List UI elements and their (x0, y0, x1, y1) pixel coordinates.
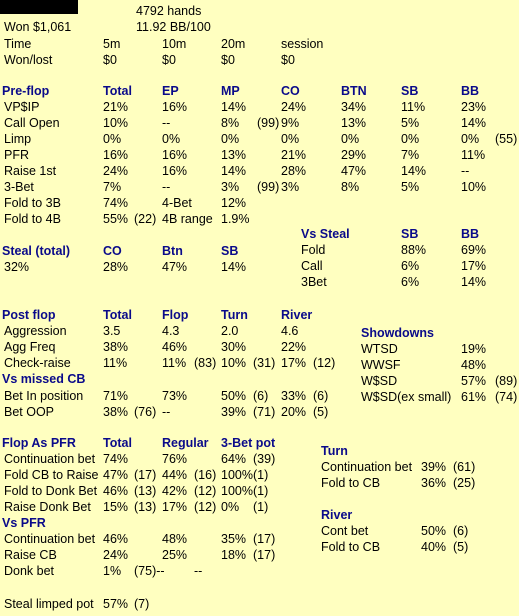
stat-cell: 4792 hands (136, 4, 202, 18)
stat-cell: 47% (341, 164, 367, 178)
stat-cell: 24% (103, 164, 129, 178)
section-heading: Turn (221, 308, 248, 322)
stat-cell: Fold to Donk Bet (4, 484, 98, 498)
stat-cell: (1) (253, 468, 269, 482)
stat-cell: W$SD (361, 374, 398, 388)
section-heading: Turn (321, 444, 348, 458)
section-heading: Flop As PFR (2, 436, 76, 450)
section-heading: MP (221, 84, 240, 98)
stat-cell: Fold CB to Raise (4, 468, 99, 482)
stat-cell: 23% (461, 100, 487, 114)
stat-cell: -- (461, 164, 470, 178)
stat-cell: (12) (313, 356, 336, 370)
section-heading: CO (281, 84, 300, 98)
stat-cell: Won $1,061 (4, 20, 72, 34)
section-heading: BTN (341, 84, 367, 98)
stat-cell: (17) (253, 548, 276, 562)
stat-cell: 34% (341, 100, 367, 114)
stat-cell: (39) (253, 452, 276, 466)
stat-cell: 16% (162, 164, 188, 178)
stat-cell: 16% (162, 100, 188, 114)
stat-cell: 0% (162, 132, 181, 146)
stat-cell: 10% (461, 180, 487, 194)
stat-cell: 22% (281, 340, 307, 354)
section-heading: Regular (162, 436, 209, 450)
stat-cell: 14% (401, 164, 427, 178)
stat-cell: 0% (221, 132, 240, 146)
stat-cell: WWSF (361, 358, 401, 372)
stat-cell: 15% (103, 500, 129, 514)
stat-cell: Call Open (4, 116, 60, 130)
section-heading: Steal (total) (2, 244, 71, 258)
stat-cell: 3% (281, 180, 300, 194)
stat-cell: (55) (495, 132, 518, 146)
stat-cell: 0% (103, 132, 122, 146)
stat-cell: 18% (221, 548, 247, 562)
stat-cell: 20% (281, 405, 307, 419)
stat-cell: Aggression (4, 324, 67, 338)
stat-cell: 21% (281, 148, 307, 162)
stat-cell: (16) (194, 468, 217, 482)
stat-cell: (99) (257, 180, 280, 194)
redacted-player-name (0, 0, 78, 14)
stat-cell: 47% (162, 260, 188, 274)
section-heading: Vs missed CB (2, 372, 86, 386)
stat-cell: 46% (103, 484, 129, 498)
section-heading: Showdowns (361, 326, 434, 340)
section-heading: Total (103, 308, 132, 322)
section-heading: Btn (162, 244, 183, 258)
stat-cell: $0 (281, 53, 295, 67)
stat-cell: $0 (103, 53, 117, 67)
stat-cell: (5) (313, 405, 329, 419)
stat-cell: $0 (221, 53, 235, 67)
section-heading: 3-Bet pot (221, 436, 276, 450)
stat-cell: 4.6 (281, 324, 299, 338)
stat-cell: 40% (421, 540, 447, 554)
stat-cell: (7) (134, 597, 150, 611)
stat-cell: Fold to 3B (4, 196, 61, 210)
stat-cell: 100% (221, 484, 253, 498)
stat-cell: (6) (453, 524, 469, 538)
stat-cell: (12) (194, 500, 217, 514)
stat-cell: 14% (461, 116, 487, 130)
stat-cell: 6% (401, 259, 420, 273)
stat-cell: 10% (103, 116, 129, 130)
stat-cell: 100% (221, 468, 253, 482)
stat-cell: 48% (461, 358, 487, 372)
stat-cell: 25% (162, 548, 188, 562)
stat-cell: 0% (461, 132, 480, 146)
stat-cell: 17% (162, 500, 188, 514)
stat-cell: (31) (253, 356, 276, 370)
section-heading: Flop (162, 308, 189, 322)
stat-cell: 0% (221, 500, 240, 514)
stat-cell: 33% (281, 389, 307, 403)
stat-cell: 36% (421, 476, 447, 490)
stat-cell: VP$IP (4, 100, 40, 114)
stat-cell: 9% (281, 116, 300, 130)
stat-cell: 50% (421, 524, 447, 538)
stat-cell: 42% (162, 484, 188, 498)
stat-cell: Won/lost (4, 53, 53, 67)
section-heading: Total (103, 84, 132, 98)
stat-cell: 57% (461, 374, 487, 388)
stat-cell: Continuation bet (4, 532, 96, 546)
stat-cell: 5% (401, 116, 420, 130)
section-heading: Total (103, 436, 132, 450)
stat-cell: Fold to CB (321, 540, 381, 554)
stat-cell: (5) (453, 540, 469, 554)
stat-cell: 61% (461, 390, 487, 404)
stat-cell: (22) (134, 212, 157, 226)
stat-cell: 74% (103, 196, 129, 210)
stat-cell: $0 (162, 53, 176, 67)
stat-cell: 16% (103, 148, 129, 162)
stat-cell: 8% (221, 116, 240, 130)
section-heading: CO (103, 244, 122, 258)
stat-cell: 7% (103, 180, 122, 194)
stat-cell: 3.5 (103, 324, 121, 338)
stat-cell: 11.92 BB/100 (136, 20, 211, 34)
stat-cell: 46% (162, 340, 188, 354)
stat-cell: 73% (162, 389, 188, 403)
stat-cell: 1.9% (221, 212, 250, 226)
stat-cell: Continuation bet (321, 460, 413, 474)
stat-cell: 55% (103, 212, 129, 226)
stat-cell: PFR (4, 148, 29, 162)
stat-cell: 13% (341, 116, 367, 130)
stat-cell: 4.3 (162, 324, 180, 338)
stat-cell: 38% (103, 340, 129, 354)
stat-cell: (76) (134, 405, 157, 419)
stat-cell: 30% (221, 340, 247, 354)
stat-cell: Continuation bet (4, 452, 96, 466)
stat-cell: (99) (257, 116, 280, 130)
stat-cell: 38% (103, 405, 129, 419)
stat-cell: (13) (134, 500, 157, 514)
section-heading: Vs PFR (2, 516, 46, 530)
stat-cell: 3Bet (301, 275, 327, 289)
stat-cell: (6) (313, 389, 329, 403)
stat-cell: Check-raise (4, 356, 71, 370)
stat-cell: Call (301, 259, 323, 273)
section-heading: BB (461, 227, 480, 241)
section-heading: Post flop (2, 308, 56, 322)
stat-cell: 14% (461, 275, 487, 289)
stat-cell: (83) (194, 356, 217, 370)
stat-cell: Fold (301, 243, 326, 257)
stat-cell: 46% (103, 532, 129, 546)
stat-cell: 17% (461, 259, 487, 273)
stat-cell: 10% (221, 356, 247, 370)
section-heading: SB (221, 244, 239, 258)
stat-cell: 88% (401, 243, 427, 257)
stat-cell: 48% (162, 532, 188, 546)
stat-cell: 28% (103, 260, 129, 274)
stat-cell: 6% (401, 275, 420, 289)
stat-cell: 16% (162, 148, 188, 162)
section-heading: Pre-flop (2, 84, 50, 98)
stat-cell: Steal limped pot (4, 597, 94, 611)
stat-cell: 13% (221, 148, 247, 162)
stat-cell: 4B range (162, 212, 213, 226)
stat-cell: (12) (194, 484, 217, 498)
stat-cell: 17% (281, 356, 307, 370)
stat-cell: (1) (253, 484, 269, 498)
stat-cell: 8% (341, 180, 360, 194)
stat-cell: 24% (103, 548, 129, 562)
section-heading: EP (162, 84, 179, 98)
stat-cell: W$SD(ex small) (361, 390, 452, 404)
stat-cell: 7% (401, 148, 420, 162)
stat-cell: 3-Bet (4, 180, 34, 194)
stat-cell: -- (194, 564, 203, 578)
stat-cell: (75)-- (134, 564, 165, 578)
stat-cell: 28% (281, 164, 307, 178)
stat-cell: (13) (134, 484, 157, 498)
stat-cell: 11% (461, 148, 486, 162)
stat-cell: 12% (221, 196, 247, 210)
stat-cell: 14% (221, 100, 247, 114)
stat-cell: -- (162, 405, 171, 419)
stat-cell: 44% (162, 468, 188, 482)
stat-cell: 76% (162, 452, 188, 466)
section-heading: SB (401, 84, 419, 98)
stat-cell: 10m (162, 37, 187, 51)
stat-cell: (17) (134, 468, 157, 482)
stat-cell: 71% (103, 389, 129, 403)
stat-cell: (25) (453, 476, 476, 490)
stat-cell: 24% (281, 100, 307, 114)
stat-cell: 57% (103, 597, 129, 611)
section-heading: BB (461, 84, 480, 98)
stat-cell: 4-Bet (162, 196, 192, 210)
stat-cell: 20m (221, 37, 246, 51)
stat-cell: (17) (253, 532, 276, 546)
stat-cell: 47% (103, 468, 129, 482)
stat-cell: 2.0 (221, 324, 239, 338)
section-heading: River (281, 308, 313, 322)
stat-cell: Donk bet (4, 564, 55, 578)
stat-cell: 21% (103, 100, 129, 114)
stat-cell: 0% (341, 132, 360, 146)
stat-cell: 74% (103, 452, 129, 466)
stat-cell: Cont bet (321, 524, 369, 538)
stat-cell: 39% (421, 460, 447, 474)
stat-cell: Bet OOP (4, 405, 55, 419)
stat-cell: -- (162, 180, 171, 194)
stat-cell: 1% (103, 564, 122, 578)
section-heading: River (321, 508, 353, 522)
stat-cell: 29% (341, 148, 367, 162)
stat-cell: (1) (253, 500, 269, 514)
stat-cell: 14% (221, 260, 247, 274)
stat-cell: Raise 1st (4, 164, 57, 178)
stat-cell: 0% (281, 132, 300, 146)
stat-cell: (6) (253, 389, 269, 403)
stat-cell: 0% (401, 132, 420, 146)
stat-cell: Fold to 4B (4, 212, 61, 226)
stat-cell: 64% (221, 452, 247, 466)
stat-cell: 69% (461, 243, 487, 257)
stat-cell: WTSD (361, 342, 398, 356)
stat-cell: 11% (401, 100, 426, 114)
stat-cell: 50% (221, 389, 247, 403)
stat-cell: 32% (4, 260, 30, 274)
stat-cell: 11% (103, 356, 128, 370)
section-heading: Vs Steal (301, 227, 350, 241)
stat-cell: session (281, 37, 324, 51)
stat-cell: (74) (495, 390, 518, 404)
stat-cell: -- (162, 116, 171, 130)
stat-cell: 19% (461, 342, 487, 356)
stat-cell: Fold to CB (321, 476, 381, 490)
stat-cell: 14% (221, 164, 247, 178)
stat-cell: Time (4, 37, 32, 51)
stat-cell: 5% (401, 180, 420, 194)
stat-cell: (89) (495, 374, 518, 388)
stat-cell: 3% (221, 180, 240, 194)
stat-cell: Limp (4, 132, 32, 146)
stat-cell: Agg Freq (4, 340, 56, 354)
section-heading: SB (401, 227, 419, 241)
stat-cell: 39% (221, 405, 247, 419)
stat-cell: Bet In position (4, 389, 84, 403)
stat-cell: (61) (453, 460, 476, 474)
stat-cell: Raise Donk Bet (4, 500, 91, 514)
stat-cell: (71) (253, 405, 276, 419)
stat-cell: 35% (221, 532, 247, 546)
stat-cell: 5m (103, 37, 121, 51)
stat-cell: 11% (162, 356, 187, 370)
stat-cell: Raise CB (4, 548, 57, 562)
